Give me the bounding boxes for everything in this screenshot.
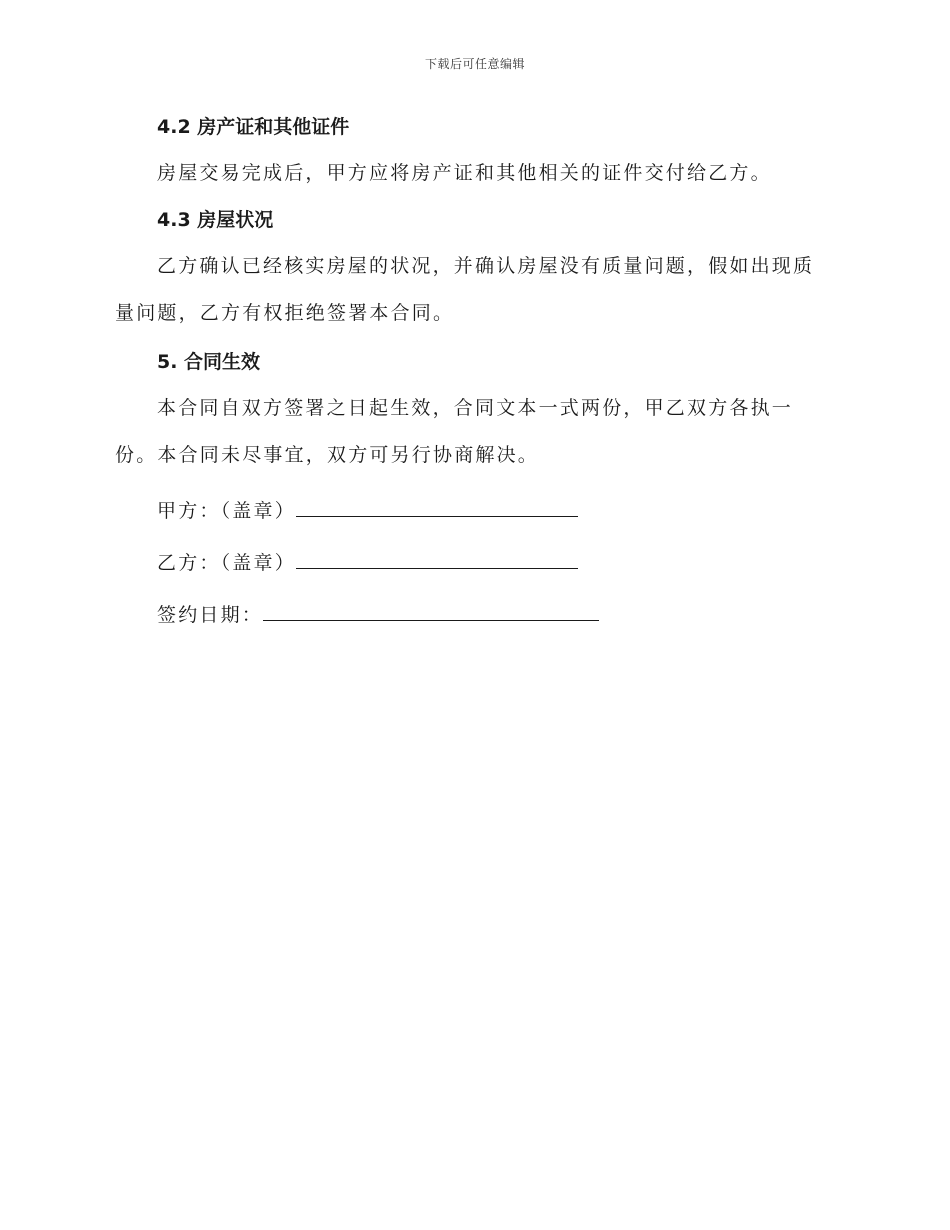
party-a-signature-blank[interactable]: [296, 494, 578, 517]
signing-date-line: [157, 589, 835, 641]
party-b-signature-line: [157, 537, 835, 589]
section-4-3-heading: 4.3 房屋状况: [157, 209, 274, 231]
section-4-2-heading: 4.2 房产证和其他证件: [157, 116, 350, 138]
section-5-paragraph: 本合同自双方签署之日起生效，合同文本一式两份，甲乙双方各执一份。本合同未尽事宜，双方可另行协商解决。: [115, 397, 794, 466]
party-b-label: 乙方：（盖章）: [157, 552, 296, 574]
party-a-signature-line: [157, 485, 835, 537]
party-a-label: 甲方：（盖章）: [157, 500, 296, 522]
page-header-note: 下载后可任意编辑: [424, 57, 525, 71]
section-4-2-paragraph: 房屋交易完成后，甲方应将房产证和其他相关的证件交付给乙方。: [157, 162, 772, 184]
section-5-heading: 5. 合同生效: [157, 351, 261, 373]
signing-date-label: 签约日期：: [157, 604, 264, 626]
section-4-3-paragraph: 乙方确认已经核实房屋的状况，并确认房屋没有质量问题，假如出现质量问题，乙方有权拒绝签署本合同。: [115, 255, 815, 324]
party-b-signature-blank[interactable]: [296, 546, 578, 569]
signing-date-blank[interactable]: [263, 598, 599, 621]
document-body: [115, 112, 835, 641]
